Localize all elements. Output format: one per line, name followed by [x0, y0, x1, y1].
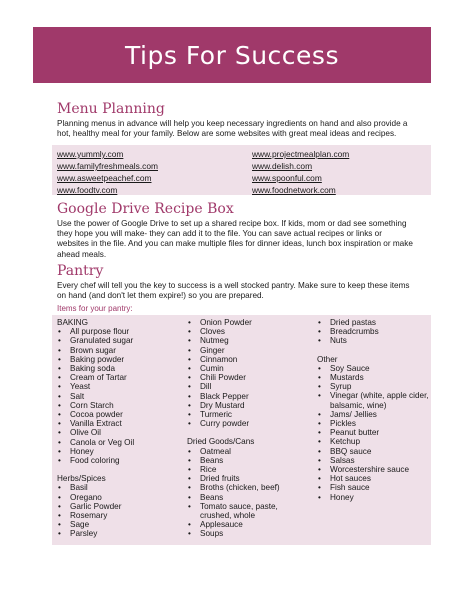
pantry-item: • Brown sugar — [57, 346, 182, 355]
pantry-item: • Vinegar (white, apple cider, balsamic, wine) — [317, 391, 429, 409]
pantry-item: • Curry powder — [187, 419, 309, 428]
dried-goods-list — [187, 447, 309, 539]
pantry-item: • Corn Starch — [57, 401, 182, 410]
pantry-item: • Cocoa powder — [57, 410, 182, 419]
herbs-heading: Herbs/Spices — [57, 474, 106, 484]
pantry-item: • Olive Oil — [57, 428, 182, 437]
pantry-item: • Applesauce — [187, 520, 309, 529]
herbs-list — [57, 483, 182, 538]
other-list — [317, 364, 429, 502]
pantry-item: • Tomato sauce, paste, crushed, whole — [187, 502, 309, 520]
pantry-item: • Peanut butter — [317, 428, 429, 437]
pantry-item: • Baking powder — [57, 355, 182, 364]
pantry-item: • Dried pastas — [317, 318, 429, 327]
pantry-item: • Soy Sauce — [317, 364, 429, 373]
pantry-item: • Mustards — [317, 373, 429, 382]
pantry-column-3 — [317, 318, 429, 502]
pantry-item: • Canola or Veg Oil — [57, 438, 182, 447]
pantry-item: • Rice — [187, 465, 309, 474]
dried-goods-heading: Dried Goods/Cans — [187, 437, 255, 447]
pantry-item: • Soups — [187, 529, 309, 538]
pantry-item: • Dried fruits — [187, 474, 309, 483]
pantry-item: • Basil — [57, 483, 182, 492]
other-heading: Other — [317, 354, 338, 364]
items-label: Items for your pantry: — [57, 304, 133, 313]
pantry-item: • Pickles — [317, 419, 429, 428]
website-link[interactable]: www.foodtv.com — [57, 185, 118, 195]
pantry-item: • Nuts — [317, 336, 429, 345]
pantry-item: • Nutmeg — [187, 336, 309, 345]
pantry-heading: Pantry — [57, 263, 104, 279]
website-link[interactable]: www.projectmealplan.com — [252, 149, 350, 159]
website-link[interactable]: www.familyfreshmeals.com — [57, 161, 158, 171]
pantry-text: Every chef will tell you the key to success is a well stocked pantry. Make sure to keep these items on hand (and don't let them expire!) so you are prepared. — [57, 281, 410, 301]
google-drive-text: Use the power of Google Drive to set up a shared recipe box. If kids, mom or dad see something they hope you will make- they can add it to the file. You can save actual recipes or links or websites in the file. And you can make multiple files for dinner ideas, lunch box inspiration or make ahead meals. — [57, 219, 413, 259]
pantry-item: • Granulated sugar — [57, 336, 182, 345]
pantry-item: • Cloves — [187, 327, 309, 336]
pantry-item: • Onion Powder — [187, 318, 309, 327]
pantry-item: • Food coloring — [57, 456, 182, 465]
website-link[interactable]: www.spoonful.com — [252, 173, 322, 183]
baking-heading: BAKING — [57, 318, 88, 327]
pantry-item: • Garlic Powder — [57, 502, 182, 511]
pantry-item: • Broths (chicken, beef) — [187, 483, 309, 492]
pantry-item: • BBQ sauce — [317, 447, 429, 456]
pantry-item: • Cumin — [187, 364, 309, 373]
title-banner — [33, 27, 431, 83]
pantry-item: • Oregano — [57, 493, 182, 502]
pantry-item: • Baking soda — [57, 364, 182, 373]
pantry-item: • Honey — [57, 447, 182, 456]
pantry-item: • Jams/ Jellies — [317, 410, 429, 419]
menu-planning-text: Planning menus in advance will help you keep necessary ingredients on hand and also provide a hot, healthy meal for your family. Below are some websites with great meal ideas and recipes. — [57, 119, 408, 139]
pantry-item: • Oatmeal — [187, 447, 309, 456]
links-left — [57, 148, 158, 196]
pantry-item: • Rosemary — [57, 511, 182, 520]
pantry-item: • Parsley — [57, 529, 182, 538]
spices-list — [187, 318, 309, 428]
google-drive-heading: Google Drive Recipe Box — [57, 201, 234, 217]
pantry-item: • Sage — [57, 520, 182, 529]
pantry-item: • Dill — [187, 382, 309, 391]
pantry-item: • Salsas — [317, 456, 429, 465]
pantry-item: • Ketchup — [317, 437, 429, 446]
pantry-item: • Fish sauce — [317, 483, 429, 492]
pantry-item: • Ginger — [187, 346, 309, 355]
pantry-item: • Dry Mustard — [187, 401, 309, 410]
pantry-item: • Worcestershire sauce — [317, 465, 429, 474]
page-title: Tips For Success — [125, 40, 339, 70]
website-link[interactable]: www.foodnetwork.com — [252, 185, 336, 195]
pantry-item: • All purpose flour — [57, 327, 182, 336]
pantry-item: • Cinnamon — [187, 355, 309, 364]
website-link[interactable]: www.yummly.com — [57, 149, 124, 159]
pantry-item: • Cream of Tartar — [57, 373, 182, 382]
pantry-item: • Salt — [57, 392, 182, 401]
pantry-item: • Yeast — [57, 382, 182, 391]
pantry-item: • Honey — [317, 493, 429, 502]
pantry-item: • Beans — [187, 456, 309, 465]
pantry-item: • Turmeric — [187, 410, 309, 419]
pantry-column-2 — [187, 318, 309, 539]
pantry-item: • Black Pepper — [187, 392, 309, 401]
pantry-item: • Breadcrumbs — [317, 327, 429, 336]
website-link[interactable]: www.asweetpeachef.com — [57, 173, 152, 183]
website-link[interactable]: www.delish.com — [252, 161, 313, 171]
pantry-item: • Beans — [187, 493, 309, 502]
pantry-column-1 — [57, 318, 182, 539]
pantry-item: • Vanilla Extract — [57, 419, 182, 428]
pasta-list — [317, 318, 429, 346]
pantry-item: • Chili Powder — [187, 373, 309, 382]
pantry-item: • Syrup — [317, 382, 429, 391]
baking-list — [57, 327, 182, 465]
menu-planning-heading: Menu Planning — [57, 101, 165, 117]
pantry-item: • Hot sauces — [317, 474, 429, 483]
links-right — [252, 148, 349, 196]
